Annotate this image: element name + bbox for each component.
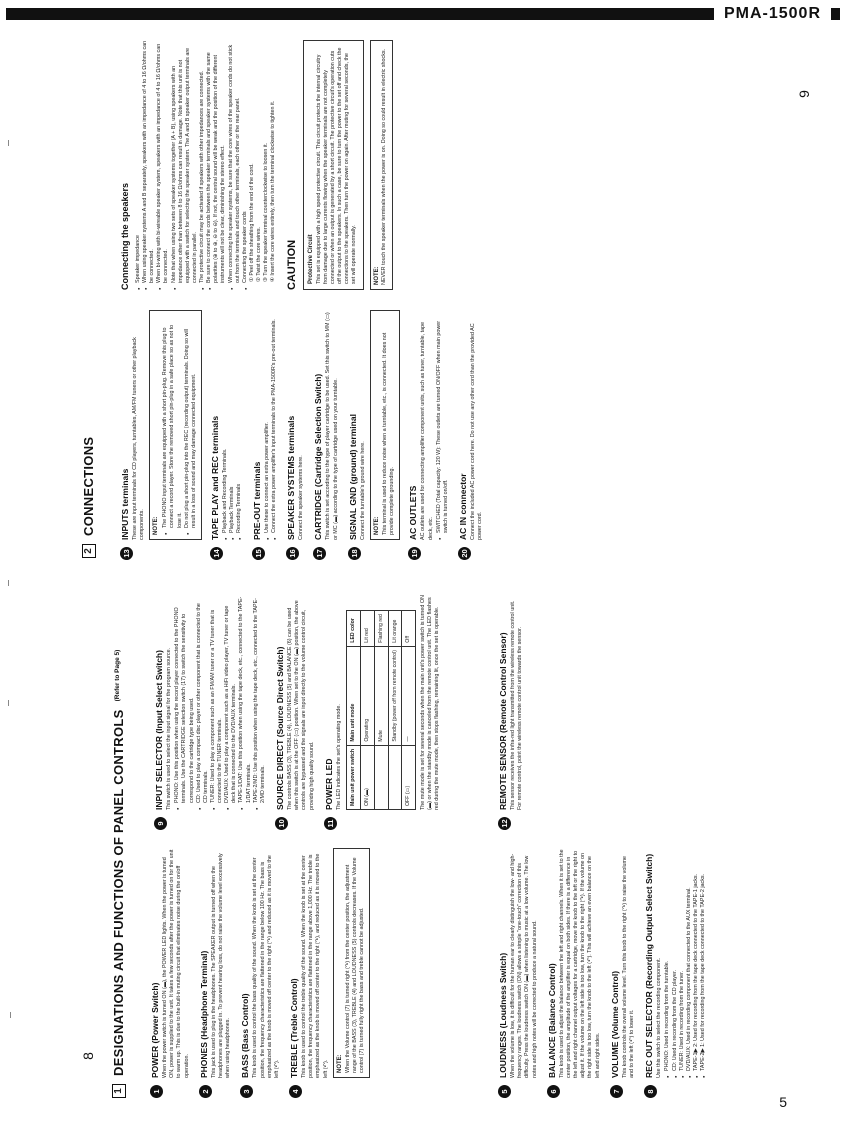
step-item: ③ Turn the speaker terminal counterclockwise to loosen it.: [263, 142, 270, 282]
section-treble: [289, 848, 370, 1098]
table-cell: Standby (power off from remote control): [388, 646, 402, 745]
section-text: When the volume is low, it is difficult for the human ear to clearly distinguish the low- and high-frequency ranges. The loudness switch (ON) allows a simple "one-touch" correction of this difficulty. Press the loudness switch ON (▬) when listening to music at a low volume. The low notes and high notes will be corrected to produce a natural sound.: [510, 853, 538, 1078]
section-number: 1: [150, 1085, 163, 1098]
protective-circuit-box: [303, 40, 364, 290]
section-number: 17: [313, 547, 326, 560]
table-cell: Off: [402, 611, 416, 647]
note-label: NOTE:: [153, 516, 160, 535]
list-item: ● Note that when using two sets of speaker systems together (A + B), using speakers with an impedance other than between 8 to 16 Ω/ohms can result in damage. Note that this unit is not equipped with a switch for selecting the speaker system. The A and B speaker output terminals are connected in parallel.: [171, 40, 200, 290]
section-number: 6: [547, 1085, 560, 1098]
bullet-list: [162, 315, 198, 535]
model-title: PMA-1500R: [714, 5, 831, 23]
section-number: 13: [120, 547, 133, 560]
steps-list: [249, 40, 278, 290]
table-row: [402, 611, 416, 810]
list-item: ● When connecting the speaker systems, be sure that the core wires of the speaker cords do not stick out from the terminals and touch other terminals, each other or the rear panel.: [228, 40, 242, 290]
section-title: TAPE PLAY and REC terminals: [209, 415, 220, 540]
section-pre-out-terminals: [252, 310, 278, 560]
section-power-led: [324, 595, 442, 830]
section-number: 10: [275, 817, 288, 830]
table-header: Main unit mode: [346, 646, 360, 745]
section-title: INPUTS terminals: [120, 468, 130, 540]
section-number: 8: [644, 1085, 657, 1098]
list-item: ● TAPE-2▶ 1: Used for recording from the tape deck connected to the TAPE-2 jacks.: [700, 848, 707, 1078]
chapter-title: CONNECTIONS: [81, 436, 96, 536]
section-number: 5: [498, 1085, 511, 1098]
section-number: 3: [240, 1085, 253, 1098]
section-intro: This switch is used to select the input signal for the program source.: [166, 647, 173, 810]
table-cell: ON (▬): [360, 745, 374, 809]
column-controls-9-12: [154, 595, 450, 830]
list-item: ● SWITCHED (Total capacity: 120 W): These outlets are turned ON/OFF when main power switch is turned on/off.: [436, 310, 450, 540]
connecting-speakers-title: Connecting the speakers: [120, 182, 130, 290]
list-item: ● TUNER: Used to play a component such as an FM/AM tuner or a TV tuner that is connected to the TUNER terminals.: [210, 595, 224, 810]
section-number: 14: [210, 547, 223, 560]
table-cell: [374, 745, 388, 809]
page-number-left: 8: [79, 1052, 96, 1060]
section-number: 9: [154, 817, 167, 830]
section-text: This knob controls the overall volume level. Turn this knob to the right (↷) to raise the volume and to the left (↶) to lower it.: [621, 855, 635, 1078]
section-title: BALANCE (Balance Control): [546, 963, 557, 1078]
page-number-right: 9: [795, 90, 812, 98]
table-cell: OFF (▭): [402, 745, 416, 809]
section-number: 15: [252, 547, 265, 560]
note-label: NOTE:: [373, 266, 380, 285]
chapter-2-heading: [80, 437, 97, 558]
section-intro: Use this switch to select the recording component.: [656, 957, 663, 1078]
list-item: ● Speaker impedance: [135, 40, 142, 290]
list-item: ● Connect the extra power amplifier's input terminals to the PMA-1500R's pre-out terminals.: [271, 310, 278, 540]
section-text: This knob is used to control the treble quality of the sound. When the knob is set at the center position, the frequency characteristics are flattened in the range above 1,000 Hz. The treble is emphasized as the knob is moved off center to the right (↷), and reduced as it is moved to the left (↶).: [301, 853, 329, 1078]
section-number: 11: [324, 817, 337, 830]
section-text: The mute mode is set for several seconds when the main unit's power switch is turned ON (▬) or when the standby mode is canceled from the remote control unit. The LED flashes red during the mute mode, then stops flashing, remaining lit, once the set is operable.: [420, 595, 441, 810]
section-text: Connect the speaker systems here.: [298, 455, 305, 540]
chapter-number-box: 2: [82, 544, 96, 558]
column-controls-1-4: [150, 848, 378, 1098]
column-control-12: [498, 595, 532, 830]
section-volume: [610, 848, 636, 1098]
section-loudness: [498, 848, 539, 1098]
chapter-title: DESIGNATIONS AND FUNCTIONS OF PANEL CONTROLS: [111, 709, 126, 1076]
list-item: ● TUNER: Used in recording from the tuner.: [679, 848, 686, 1078]
column-controls-5-8: [498, 848, 715, 1098]
margin-mark: [8, 580, 9, 586]
bullet-list: [664, 848, 707, 1078]
section-input-selector: [154, 595, 267, 830]
protective-circuit-text: This set is equipped with a high speed protective circuit. This circuit protects the internal circuitry from damage due to large currents flowing when the speaker terminals are not completely connected or when an output is generated by a short circuit. The protective circuit's operation cuts off the output to the speakers. In such a case, be sure to turn the power to the set off and check the connections to the speakers. Then turn the power on again. After muting for several seconds, the set will operate normally.: [315, 47, 358, 284]
section-remote-sensor: [498, 595, 524, 830]
section-title: POWER LED: [323, 758, 334, 810]
list-item: ● PHONO: Used in recording from the turntable.: [664, 848, 671, 1078]
list-item: ● Recording Terminals: [236, 310, 243, 540]
list-item: ● The PHONO input terminals are equipped with a short pin-plug. Remove this plug to connect a record player. Store the removed short pin-plug in a safe place so as not to lose it.: [162, 315, 183, 535]
section-intro: Connect the turntable's ground wire here.: [359, 441, 366, 540]
list-item: ● The protective circuit may be activated if speakers with other impedances are connected.: [199, 40, 206, 290]
note-text: When the Volume control (7) is turned right (↷) from the center position, the adjustment range of the BASS (3), TREBLE (4) and LOUDNESS (5) controls decreases. If the Volume control (7) is turned fully right the bass and treble cannot be adjusted.: [344, 857, 365, 1073]
note-text: This terminal is used to reduce noise when a turntable, etc., is connected. It does not provide complete grounding.: [381, 332, 396, 535]
list-item: ● Connecting the speaker cords: [242, 40, 249, 290]
section-text: Connect the included AC power cord here. Do not use any other cord than the provided AC power cord.: [470, 323, 484, 540]
note-box: [149, 310, 202, 540]
chapter-1-heading: [110, 650, 127, 1098]
margin-mark: [8, 140, 9, 146]
section-number: 20: [458, 547, 471, 560]
note-text: NEVER touch the speaker terminals when the power is on. Doing so could result in electric shocks.: [381, 48, 388, 285]
section-tape-terminals: [210, 310, 244, 560]
list-item: ● Playback Terminals: [229, 310, 236, 540]
section-signal-gnd: [348, 310, 400, 560]
section-title: PHONES (Headphone Terminal): [198, 950, 209, 1078]
list-item: ● DVD/AUX: Used in recording component that connected to the AUX terminal.: [686, 848, 693, 1078]
bullet-list: [264, 310, 278, 540]
list-item: ● TAPE-2/MD: Use this position when using the tape deck, etc., connected to the TAPE-2/MD terminals.: [253, 595, 267, 810]
section-text: This knob is used to control the bass quality of the sound. When the knob is set at the center position, the frequency characteristics are flattened in the range below 100 Hz. The bass is emphasized as the knob is moved off center to the right (↷) and reduced as it is moved to the left (↶).: [252, 855, 280, 1078]
list-item: ● CD: Used in recording from the CD player.: [672, 848, 679, 1078]
section-text: AC outlets are used for connecting amplifier component units, such as tuner, turntable, tape deck, etc.: [420, 321, 434, 540]
chapter-subtitle: (Refer to Page 5): [114, 649, 122, 702]
table-cell: Mute: [374, 646, 388, 745]
section-ac-in: [458, 310, 484, 560]
list-item: ● DVD/AUX: Used to play a component such as a HiFi video player, TV tuner or tape deck that is connected to the DVD/AUX terminals.: [224, 595, 238, 810]
table-cell: Lit red: [360, 611, 374, 647]
section-bass: [240, 848, 281, 1098]
section-number: 12: [498, 817, 511, 830]
section-title: REMOTE SENSOR (Remote Control Sensor): [498, 632, 508, 810]
section-source-direct: [275, 595, 316, 830]
section-text: This jack is used to plug in the headphones. The SPEAKER output is turned off when the headphones are plugged in. To prevent hearing loss, do not raise the volume level excessively when using headphones.: [210, 853, 232, 1078]
list-item: ● CD: Used to play a compact disc player or other component that is connected to the CD terminals.: [196, 595, 210, 810]
note-box: [370, 310, 400, 540]
table-header: Main unit power switch: [346, 745, 360, 809]
step-item: ② Twist the core wires.: [256, 226, 262, 282]
section-text: These are input terminals for CD players, turntables, AM/FM tuners or other playback components.: [132, 337, 146, 540]
section-ac-outlets: [408, 310, 450, 560]
section-number: 18: [348, 547, 361, 560]
step-item: ④ Insert the core wires entirely, then turn the terminal clockwise to tighten it.: [270, 100, 277, 282]
section-number: 7: [610, 1085, 623, 1098]
table-cell: Flashing red: [374, 611, 388, 647]
section-title: VOLUME (Volume Control): [609, 970, 620, 1078]
chapter-number-box: 1: [112, 1084, 126, 1098]
table-row: [388, 611, 402, 810]
section-title: BASS (Bass Control): [240, 993, 251, 1078]
section-title: AC IN connector: [457, 473, 468, 540]
bullet-list: [135, 40, 249, 290]
margin-mark: [8, 700, 9, 706]
column-speakers-caution: [120, 40, 396, 290]
table-header: LED color: [346, 611, 360, 647]
section-title: LOUDNESS (Loudness Switch): [498, 952, 508, 1078]
step-item: ① Peel off the sheathing from the end of the cord.: [248, 163, 255, 282]
section-power-switch: [150, 848, 191, 1098]
table-cell: [388, 745, 402, 809]
list-item: ● Do not plug a short pin-plug into the REC (recording output) terminals. Doing so will result in a loss of sound and may damage connected equipment.: [184, 315, 198, 535]
table-row: [374, 611, 388, 810]
section-number: 19: [408, 547, 421, 560]
list-item: ● When using speaker systems A and B separately, speakers with an impedance of 4 to 16 Ω/ohms can be connected.: [142, 40, 156, 290]
list-item: ● TAPE-1/DAT: Use this position when using the tape deck, etc., connected to the TAPE-1/DAT terminals.: [238, 595, 252, 810]
section-balance: [547, 848, 602, 1098]
bullet-list: [174, 595, 267, 810]
caution-note-box: [370, 40, 393, 290]
table-row: [360, 611, 374, 810]
list-item: ● TAPE-1▶ 2: Used for recording from the tape deck connected to the TAPE-1 jacks.: [693, 848, 700, 1078]
page-number-bottom: 5: [779, 1094, 787, 1110]
section-rec-out-selector: [644, 848, 707, 1098]
section-number: 16: [286, 547, 299, 560]
section-cartridge-switch: [313, 310, 339, 560]
column-terminals-13-20: [120, 310, 492, 560]
bullet-list: [222, 310, 243, 540]
list-item: ● Use these to connect an extra power amplifier.: [264, 310, 271, 540]
list-item: ● PHONO: Use this position when using the record player connected to the PHONO terminals. Use the CARTRIDGE selection switch (17) to switch the sensitivity to correspond to the cartridge type being used.: [174, 595, 195, 810]
note-box: [333, 848, 370, 1078]
section-title: REC OUT SELECTOR (Recording Output Select Switch): [644, 853, 655, 1078]
section-title: INPUT SELECTOR (Input Select Switch): [154, 650, 164, 810]
margin-mark: [10, 1012, 11, 1018]
section-text: When the power switch is turned ON (▬), the POWER LED lights. When the power is turned ON, power is supplied to the unit. It takes a few seconds after the power is turned on for the unit to warm up. This is due to the built-in muting circuit that eliminates noise during the on/off operation.: [162, 849, 190, 1078]
section-phones: [199, 848, 233, 1098]
list-item: ● Playback and Recording Terminals.: [222, 310, 229, 540]
table-cell: Lit orange: [388, 611, 402, 647]
section-title: SPEAKER SYSTEMS terminals: [285, 415, 296, 540]
section-title: PRE-OUT terminals: [251, 461, 262, 540]
section-inputs-terminals: [120, 310, 202, 560]
section-number: 2: [199, 1085, 212, 1098]
protective-circuit-title: Protective Circuit: [307, 234, 314, 284]
section-text: The controls BASS (3), TREBLE (4), LOUDNESS (5) and BALANCE (6) can be used when this switch is at the OFF (▭) position. When set to the ON (▬) position, the above controls are bypassed and the signals are input directly to the volume control circuit, providing high quality sound.: [287, 600, 315, 810]
section-text: This knob is used to adjust the balance between the left and right channels. When it is set to the center position, the amplitude of the amplifier is equal on both sides. If there is a difference in the left and right channel output voltages for a cartridge, move the knob to the left or the right to adjust it. If the volume on the left side is too low, turn the knob to the right (↷). If the volume on the right side is too low, turn the knob to the left (↶). This will achieve an even balance on the left and right sides.: [558, 849, 601, 1078]
section-text: This switch is set according to the type of player cartridge to be used. Set this switch to MM (▭) or MC (▬) according to the type of cartridge used on your turntable.: [325, 312, 339, 540]
section-title: SIGNAL GND (ground) terminal: [347, 414, 358, 540]
section-number: 4: [289, 1085, 302, 1098]
table-cell: —: [402, 646, 416, 745]
section-text: This sensor receives the infra-red light transmitted from the wireless remote control unit. For remote control, point the wireless remote control unit towards the sensor.: [510, 600, 524, 810]
note-label: NOTE:: [374, 516, 381, 535]
power-led-table: [346, 610, 416, 810]
list-item: ● Be sure to connect the cords between the speaker terminals and speaker systems with the same polarities (⊕ to ⊕, ⊖ to ⊖). If not, the central sound will be weak and the position of the different instruments will not be clear, diminishing the stereo effect.: [206, 40, 227, 290]
section-title: CARTRIDGE (Cartridge Selection Switch): [313, 373, 324, 540]
section-title: AC OUTLETS: [408, 485, 419, 540]
section-intro: The LED indicates the set's operating mode.: [335, 704, 342, 810]
section-title: POWER (Power Switch): [150, 982, 160, 1078]
caution-title: CAUTION: [286, 239, 299, 290]
table-cell: Operating: [360, 646, 374, 745]
list-item: ● When bi-wiring with bi-wireable speaker system, speakers with an impedance of 4 to 16 Ω/ohms can be connected.: [156, 40, 170, 290]
bullet-list: [436, 310, 450, 540]
note-label: NOTE:: [336, 1054, 343, 1073]
table-header-row: [346, 611, 360, 810]
section-title: SOURCE DIRECT (Source Direct Switch): [274, 646, 285, 810]
section-title: TREBLE (Treble Control): [288, 978, 299, 1078]
rotated-page-content: [81, 38, 822, 1098]
section-speaker-terminals: [286, 310, 305, 560]
